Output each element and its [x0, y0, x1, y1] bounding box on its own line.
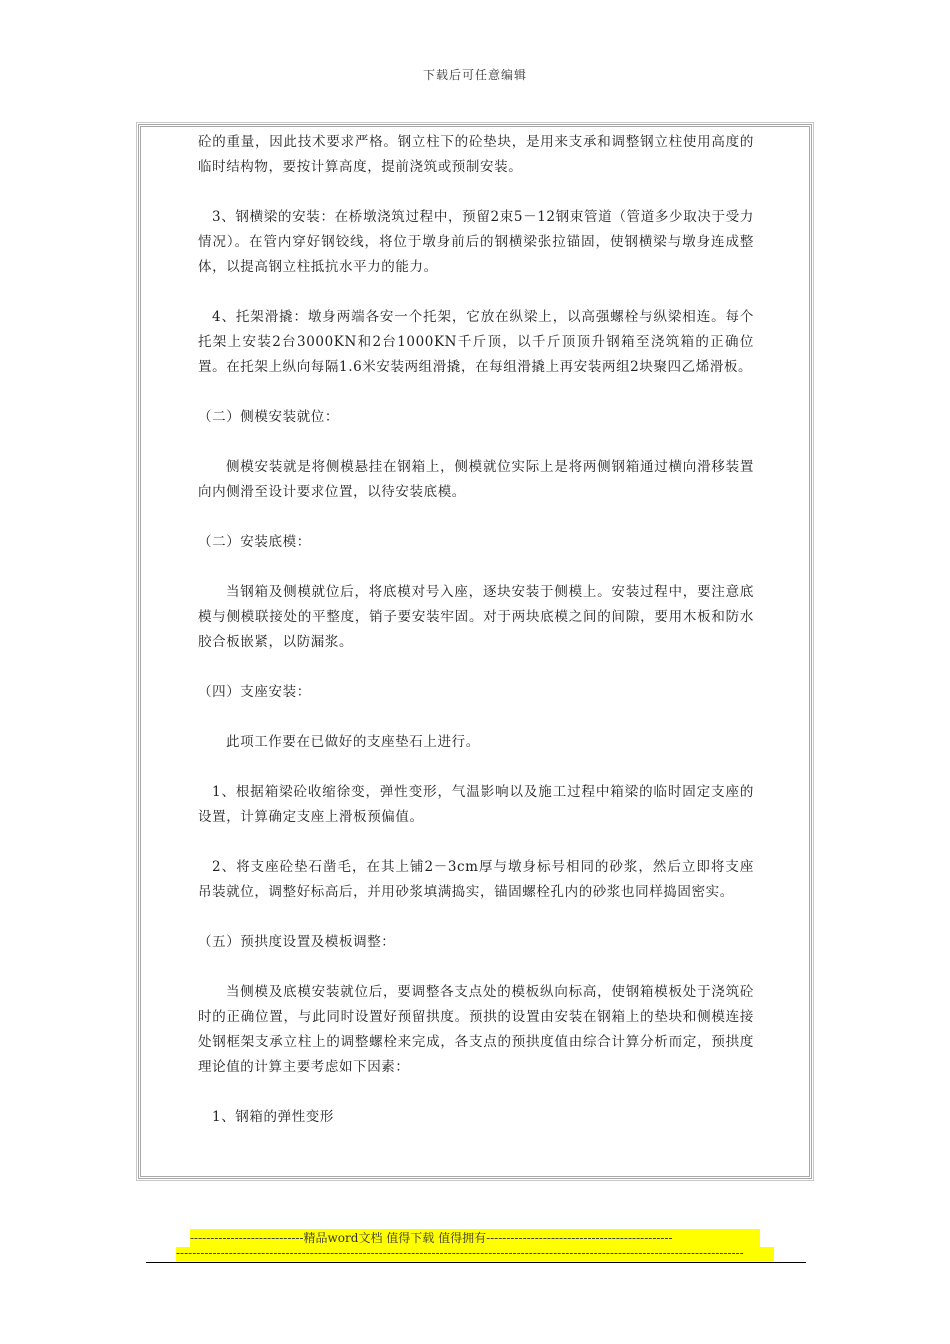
footer-dash-line: -------------------------------------------------------------------------------------------------------------------------------------------- — [176, 1247, 774, 1261]
footer-banner: ----------------------------精品word文档 值得下载 值得拥有---------------------------------------------- — [190, 1229, 760, 1247]
paragraph: 砼的重量，因此技术要求严格。钢立柱下的砼垫块，是用来支承和调整钢立柱使用高度的临时结构物，要按计算高度，提前浇筑或预制安装。 — [198, 134, 754, 175]
numbered-paragraph: 3、钢横梁的安装：在桥墩浇筑过程中，预留2束5－12钢束管道（管道多少取决于受力情况）。在管内穿好钢铰线，将位于墩身前后的钢横梁张拉锚固，使钢横梁与墩身连成整体，以提高钢立柱抵抗水平力的能力。 — [198, 209, 754, 275]
numbered-paragraph: 1、钢箱的弹性变形 — [212, 1109, 334, 1125]
footer-divider — [146, 1262, 806, 1263]
document-body — [198, 130, 754, 1155]
numbered-paragraph: 2、将支座砼垫石凿毛，在其上铺2－3cm厚与墩身标号相同的砂浆，然后立即将支座吊装就位，调整好标高后，并用砂浆填满捣实，锚固螺栓孔内的砂浆也同样捣固密实。 — [198, 859, 754, 900]
paragraph: 此项工作要在已做好的支座垫石上进行。 — [226, 734, 480, 750]
section-heading: （二）安装底模： — [198, 534, 311, 550]
numbered-paragraph: 4、托架滑撬：墩身两端各安一个托架，它放在纵梁上，以高强螺栓与纵梁相连。每个托架上安装2台3000KN和2台1000KN千斤顶，以千斤顶顶升钢箱至浇筑箱的正确位置。在托架上纵向每隔1.6米安装两组滑撬，在每组滑撬上再安装两组2块聚四乙烯滑板。 — [198, 309, 754, 375]
paragraph: 侧模安装就是将侧模悬挂在钢箱上，侧模就位实际上是将两侧钢箱通过横向滑移装置向内侧滑至设计要求位置，以待安装底模。 — [198, 459, 754, 500]
numbered-paragraph: 1、根据箱梁砼收缩徐变，弹性变形，气温影响以及施工过程中箱梁的临时固定支座的设置，计算确定支座上滑板预偏值。 — [198, 784, 754, 825]
section-heading: （二）侧模安装就位： — [198, 409, 339, 425]
paragraph: 当侧模及底模安装就位后，要调整各支点处的模板纵向标高，使钢箱模板处于浇筑砼时的正确位置，与此同时设置好预留拱度。预拱的设置由安装在钢箱上的垫块和侧模连接处钢框架支承立柱上的调整螺栓来完成，各支点的预拱度值由综合计算分析而定，预拱度理论值的计算主要考虑如下因素： — [198, 984, 754, 1075]
paragraph: 当钢箱及侧模就位后，将底模对号入座，逐块安装于侧模上。安装过程中，要注意底模与侧模联接处的平整度，销子要安装牢固。对于两块底模之间的间隙，要用木板和防水胶合板嵌紧，以防漏浆。 — [198, 584, 754, 650]
page-header: 下载后可任意编辑 — [422, 68, 527, 82]
section-heading: （五）预拱度设置及模板调整： — [198, 934, 396, 950]
section-heading: （四）支座安装： — [198, 684, 311, 700]
